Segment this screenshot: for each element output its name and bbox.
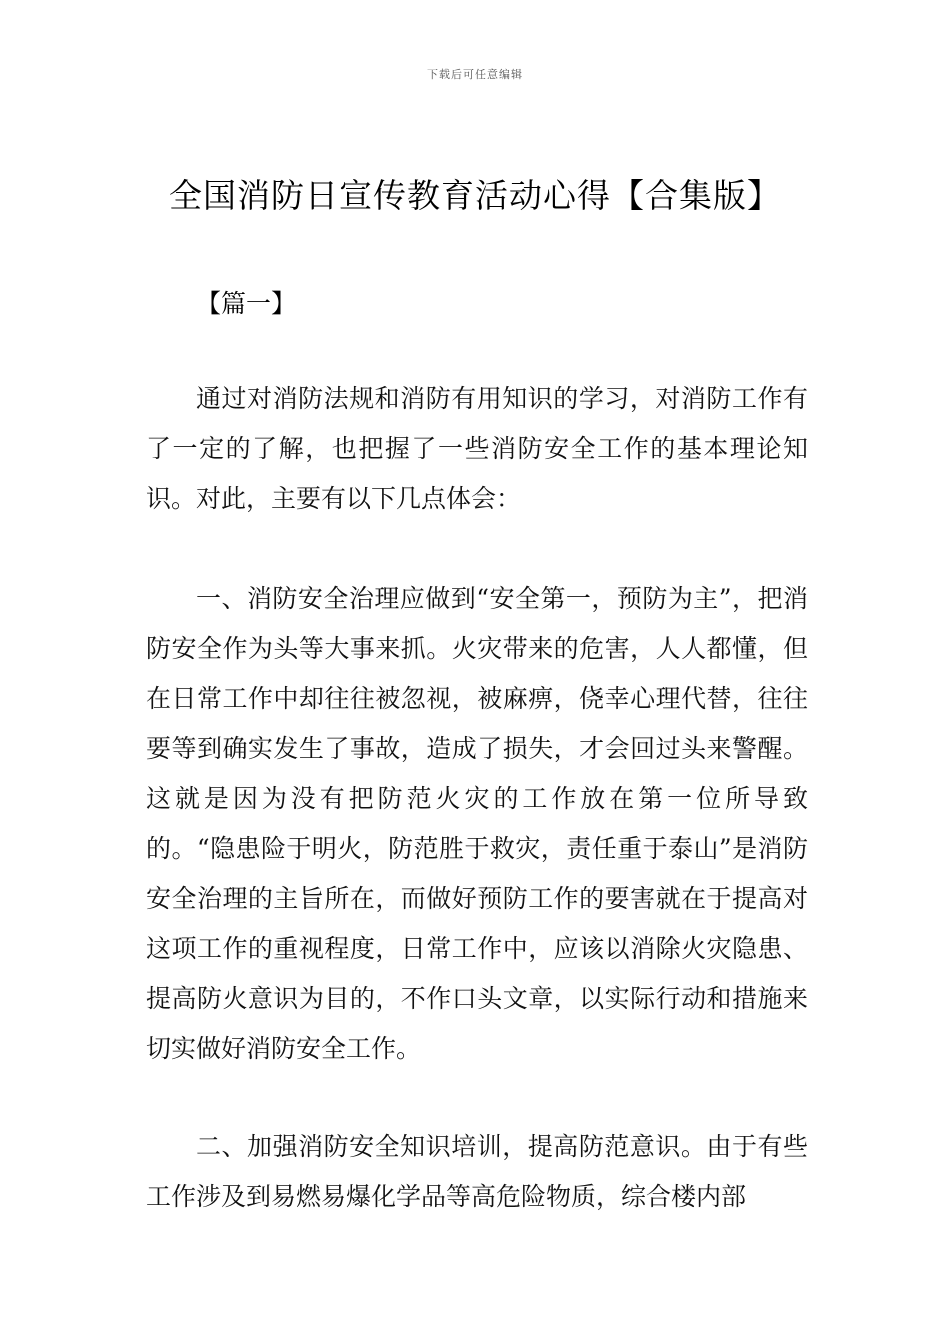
page-title: 全国消防日宣传教育活动心得【合集版】 (169, 176, 781, 215)
body-paragraph: 通过对消防法规和消防有用知识的学习，对消防工作有了一定的了解，也把握了一些消防安全工作的基本理论知识。对此，主要有以下几点体会： (146, 384, 808, 513)
body-paragraph: 一、消防安全治理应做到“安全第一，预防为主”，把消防安全作为头等大事来抓。火灾带来的危害，人人都懂，但在日常工作中却往往被忽视，被麻痹，侥幸心理代替，往往要等到确实发生了事故，造成了损失，才会回过头来警醒。这就是因为没有把防范火灾的工作放在第一位所导致的。“隐患险于明火，防范胜于救灾，责任重于泰山”是消防安全治理的主旨所在，而做好预防工作的要害就在于提高对这项工作的重视程度，日常工作中，应该以消除火灾隐患、提高防火意识为目的，不作口头文章，以实际行动和措施来切实做好消防安全工作。 (146, 584, 808, 1063)
body-paragraph: 二、加强消防安全知识培训，提高防范意识。由于有些工作涉及到易燃易爆化学品等高危险物质，综合楼内部 (146, 1132, 808, 1211)
header-note: 下载后可任意编辑 (427, 68, 523, 81)
section-label: 【篇一】 (196, 289, 297, 318)
